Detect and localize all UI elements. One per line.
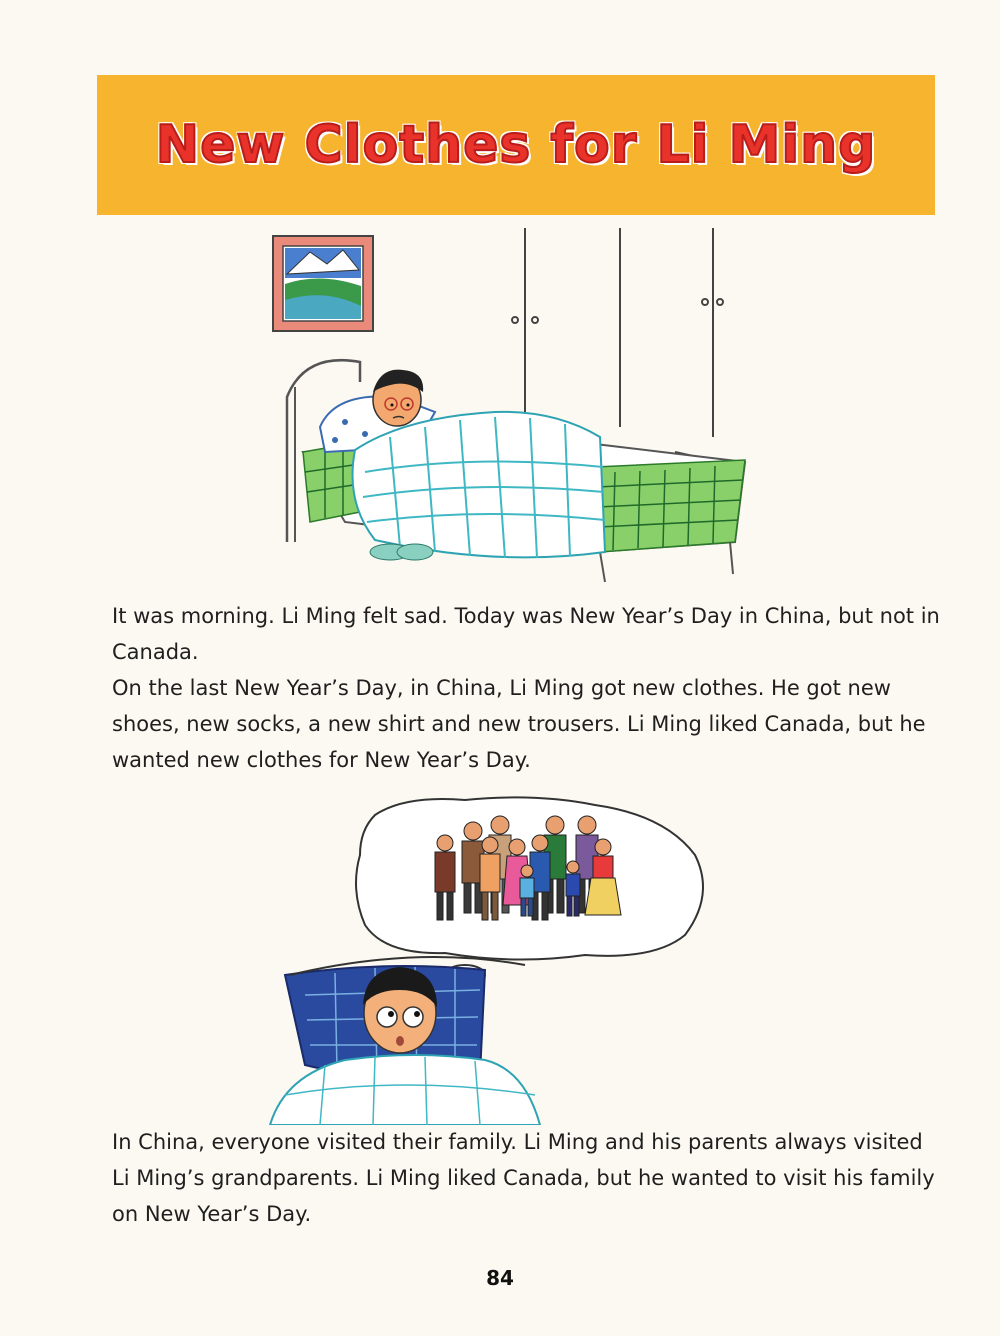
page-number: 84	[486, 1266, 514, 1290]
wall-picture	[273, 236, 373, 331]
paragraph-2: On the last New Year’s Day, in China, Li Ming got new clothes. He got new shoes, new socks, a new shirt and new trousers. Li Ming liked Canada, but he wanted new clothes for New Year’s Day.	[112, 676, 926, 772]
title-banner	[97, 75, 935, 215]
page-title: New Clothes for Li Ming	[155, 115, 877, 175]
dream-illustration	[265, 795, 735, 1125]
blanket	[353, 412, 606, 560]
boy-dreaming	[270, 957, 540, 1125]
paragraph-3: In China, everyone visited their family. Li Ming and his parents always visited Li Ming’s grandparents. Li Ming liked Canada, but he wanted to visit his family on New Year’s Day.	[112, 1130, 935, 1226]
bed-illustration	[265, 222, 755, 587]
paragraph-1: It was morning. Li Ming felt sad. Today was New Year’s Day in China, but not in Canada.	[112, 604, 940, 664]
